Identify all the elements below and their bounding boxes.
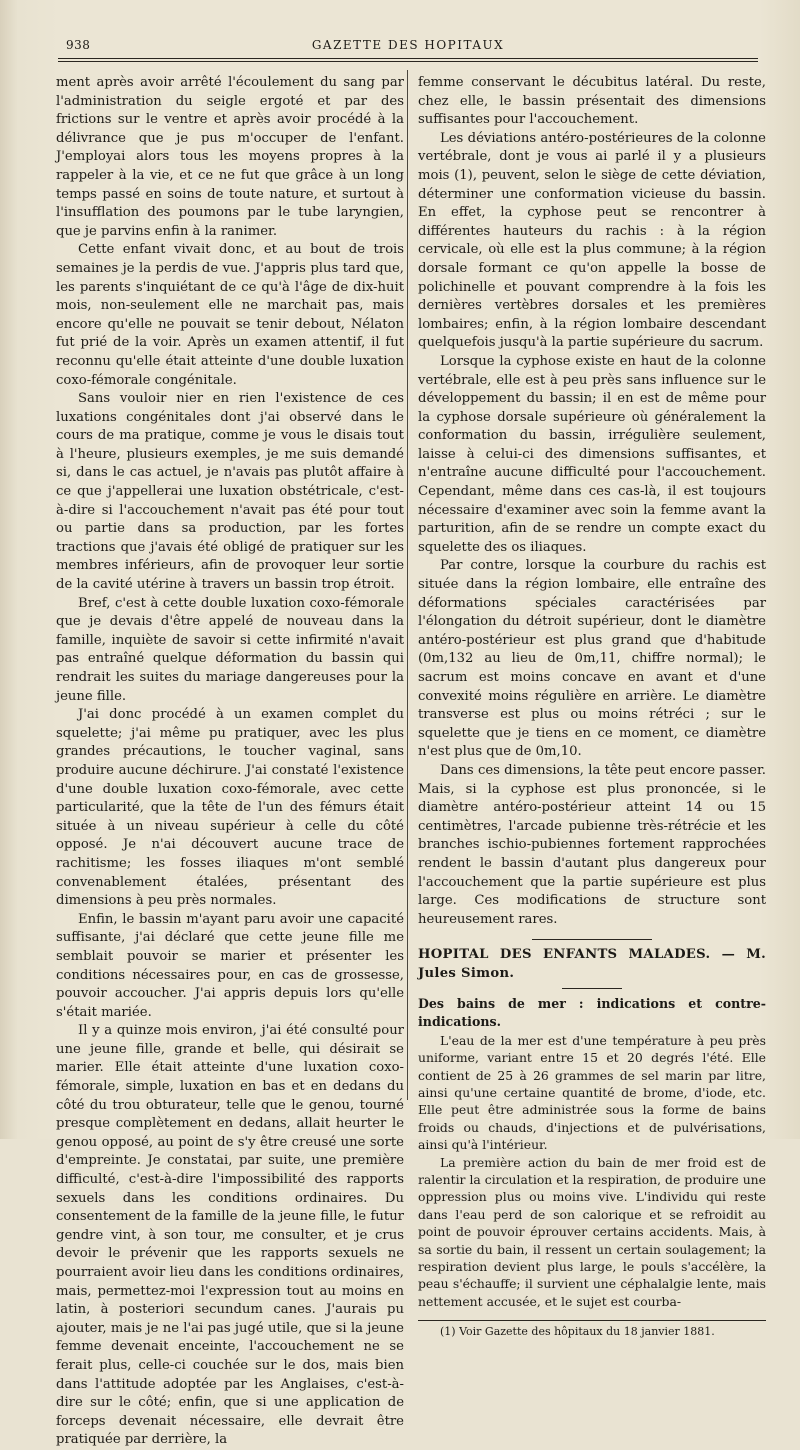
section-body xyxy=(418,1032,766,1311)
paragraph: La première action du bain de mer froid est de ralentir la circulation et la respiration, de produire une oppression plus ou moins vive. L'individu qui reste dans l'eau perd de son calorique et se refroidit au point de pouvoir éprouver certains accidents. Mais, à sa sortie du bain, il ressent un certain soulagement; la respiration devient plus large, le pouls s'accélère, la peau s'échauffe; il survient une céphalalgie lente, mais nettement accusée, et le sujet est courba- xyxy=(418,1154,766,1309)
section-title: HOPITAL DES ENFANTS MALADES. — M. Jules Simon. xyxy=(418,947,766,981)
paragraph: J'ai donc procédé à un examen complet du squelette; j'ai même pu pratiquer, avec les plus grandes précautions, le toucher vaginal, sans produire aucune déchirure. J'ai constaté l'existence d'une double luxation coxo-fémorale, avec cette particularité, que la tête de l'un des fémurs était située à un niveau supérieur à celle du côté opposé. Je n'ai découvert aucune trace de rachitisme; les fosses iliaques m'ont semblé convenablement étalées, présentant des dimensions à peu près normales. xyxy=(56,707,404,909)
section-separator-short xyxy=(562,988,622,989)
left-column xyxy=(56,74,404,1450)
paragraph: Dans ces dimensions, la tête peut encore passer. Mais, si la cyphose est plus prononcée, si le diamètre antéro-postérieur atteint 14 ou 15 centimètres, l'arcade pubienne très-rétrécie et les branches ischio-pubiennes fortement rapprochées rendent le bassin d'autant plus dangereux pour l'accouchement que la partie supérieure est plus large. Ces modifications de structure sont heureusement rares. xyxy=(418,762,766,927)
header-rule xyxy=(58,58,758,59)
paragraph: Lorsque la cyphose existe en haut de la colonne vertébrale, elle est à peu près sans influence sur le développement du bassin; il en est de même pour la cyphose dorsale supérieure où généralement la conformation du bassin, irrégulière seulement, laisse à celui-ci des dimensions suffisantes, et n'entraîne aucune difficulté pour l'accouchement. Cependant, même dans ces cas-là, il est toujours nécessaire d'examiner avec soin la femme avant la parturition, afin de se rendre un compte exact du squelette des os iliaques. xyxy=(418,353,766,555)
running-title: GAZETTE DES HOPITAUX xyxy=(311,38,505,52)
footnote-rule xyxy=(418,1320,766,1321)
footnote: (1) Voir Gazette des hôpitaux du 18 janvier 1881. xyxy=(440,1325,715,1339)
paragraph: Par contre, lorsque la courbure du rachis est située dans la région lombaire, elle entraîne des déformations spéciales caractérisées par l'élongation du détroit supérieur, dont le diamètre antéro-postérieur est plus grand que d'habitude (0m,132 au lieu de 0m,11, chiffre normal); le sacrum est moins concave en avant et d'une convexité moins régulière en arrière. Le diamètre transverse est plus ou moins rétréci ; sur le squelette que je tiens en ce moment, ce diamètre n'est plus que de 0m,10. xyxy=(418,558,766,760)
page-header xyxy=(58,36,758,58)
page-number: 938 xyxy=(66,38,91,52)
paragraph: Sans vouloir nier en rien l'existence de ces luxations congénitales dont j'ai observé dans le cours de ma pratique, comme je vous le disais tout à l'heure, plusieurs exemples, je me suis demandé si, dans le cas actuel, je n'avais pas plutôt affaire à ce que j'appellerai une luxation obstétricale, c'est-à-dire si l'accouchement n'avait pas été pour tout ou partie dans sa production, par les fortes tractions que j'avais été obligé de pratiquer sur les membres inférieurs, afin de provoquer leur sortie de la cavité utérine à travers un bassin trop étroit. xyxy=(56,391,404,593)
paragraph: Il y a quinze mois environ, j'ai été consulté pour une jeune fille, grande et belle, qui désirait se marier. Elle était atteinte d'une luxation coxo-fémorale, simple, luxation en bas et en dedans du côté du trou obturateur, telle que le genou, tourné presque complètement en dedans, allait heurter le genou opposé, au point de s'y être creusé une sorte d'empreinte. Je constatai, par suite, une première difficulté, c'est-à-dire l'impossibilité des rapports sexuels dans les conditions ordinaires. Du consentement de la famille de la jeune fille, le futur gendre vint, à son tour, me consulter, et je crus devoir le prévenir que les rapports sexuels ne pourraient avoir lieu dans les conditions ordinaires, mais, permettez-moi l'expression tout au moins en latin, à posteriori secundum canes. J'aurais pu ajouter, mais je ne l'ai pas jugé utile, que si la jeune femme devenait enceinte, l'accouchement ne se ferait plus, celle-ci couchée sur le dos, mais bien dans l'attitude adoptée par les Anglaises, c'est-à-dire sur le côté; enfin, que si une application de forceps devenait nécessaire, elle devrait être pratiquée par derrière, la xyxy=(56,1023,404,1448)
paragraph: Cette enfant vivait donc, et au bout de trois semaines je la perdis de vue. J'appris plus tard que, les parents s'inquiétant de ce qu'à l'âge de dix-huit mois, non-seulement elle ne marchait pas, mais encore qu'elle ne pouvait se tenir debout, Nélaton fut prié de la voir. Après un examen attentif, il fut reconnu qu'elle était atteinte d'une double luxation coxo-fémorale congénitale. xyxy=(56,242,404,388)
paragraph: Les déviations antéro-postérieures de la colonne vertébrale, dont je vous ai parlé il y a plusieurs mois (1), peuvent, selon le siège de cette déviation, déterminer une conformation vicieuse du bassin. En effet, la cyphose peut se rencontrer à différentes hauteurs du rachis : à la région cervicale, où elle est la plus commune; à la région dorsale formant ce qu'on appelle la bosse de polichinelle et pouvant comprendre à la fois les dernières vertèbres dorsales et les premières lombaires; enfin, à la région lombaire descendant quelquefois jusqu'à la partie supérieure du sacrum. xyxy=(418,130,766,351)
section-separator xyxy=(532,939,652,940)
subsection-title: Des bains de mer : indications et contre-indications. xyxy=(418,995,766,1030)
paragraph: ment après avoir arrêté l'écoulement du sang par l'administration du seigle ergoté et par des frictions sur le ventre et après avoir procédé à la délivrance que je pus m'occuper de l'enfant. J'employai alors tous les moyens propres à la rappeler à la vie, et ce ne fut que grâce à un long temps passé en soins de toute nature, et surtout à l'insufflation des poumons par le tube laryngien, que je parvins enfin à la ranimer. xyxy=(56,75,404,239)
paragraph: Bref, c'est à cette double luxation coxo-fémorale que je devais d'être appelé de nouveau dans la famille, inquiète de savoir si cette infirmité n'avait pas entraîné quelque déformation du bassin qui rendrait les suites du mariage dangereuses pour la jeune fille. xyxy=(56,595,404,704)
paragraph: L'eau de la mer est d'une température à peu près uniforme, variant entre 15 et 20 degrés l'été. Elle contient de 25 à 26 grammes de sel marin par litre, ainsi qu'une certaine quantité de brome, d'iode, etc. Elle peut être administrée sous la forme de bains froids ou chauds, d'injections et de pulvérisations, ainsi qu'à l'intérieur. xyxy=(418,1032,766,1153)
right-column xyxy=(418,74,766,1339)
paragraph: femme conservant le décubitus latéral. Du reste, chez elle, le bassin présentait des dimensions suffisantes pour l'accouchement. xyxy=(418,75,766,128)
column-divider xyxy=(407,70,408,1100)
paragraph: Enfin, le bassin m'ayant paru avoir une capacité suffisante, j'ai déclaré que cette jeune fille me semblait pouvoir se marier et présenter les conditions nécessaires pour, en cas de grossesse, pouvoir accoucher. J'ai appris depuis lors qu'elle s'était mariée. xyxy=(56,911,404,1020)
header-rule-double xyxy=(58,61,758,62)
